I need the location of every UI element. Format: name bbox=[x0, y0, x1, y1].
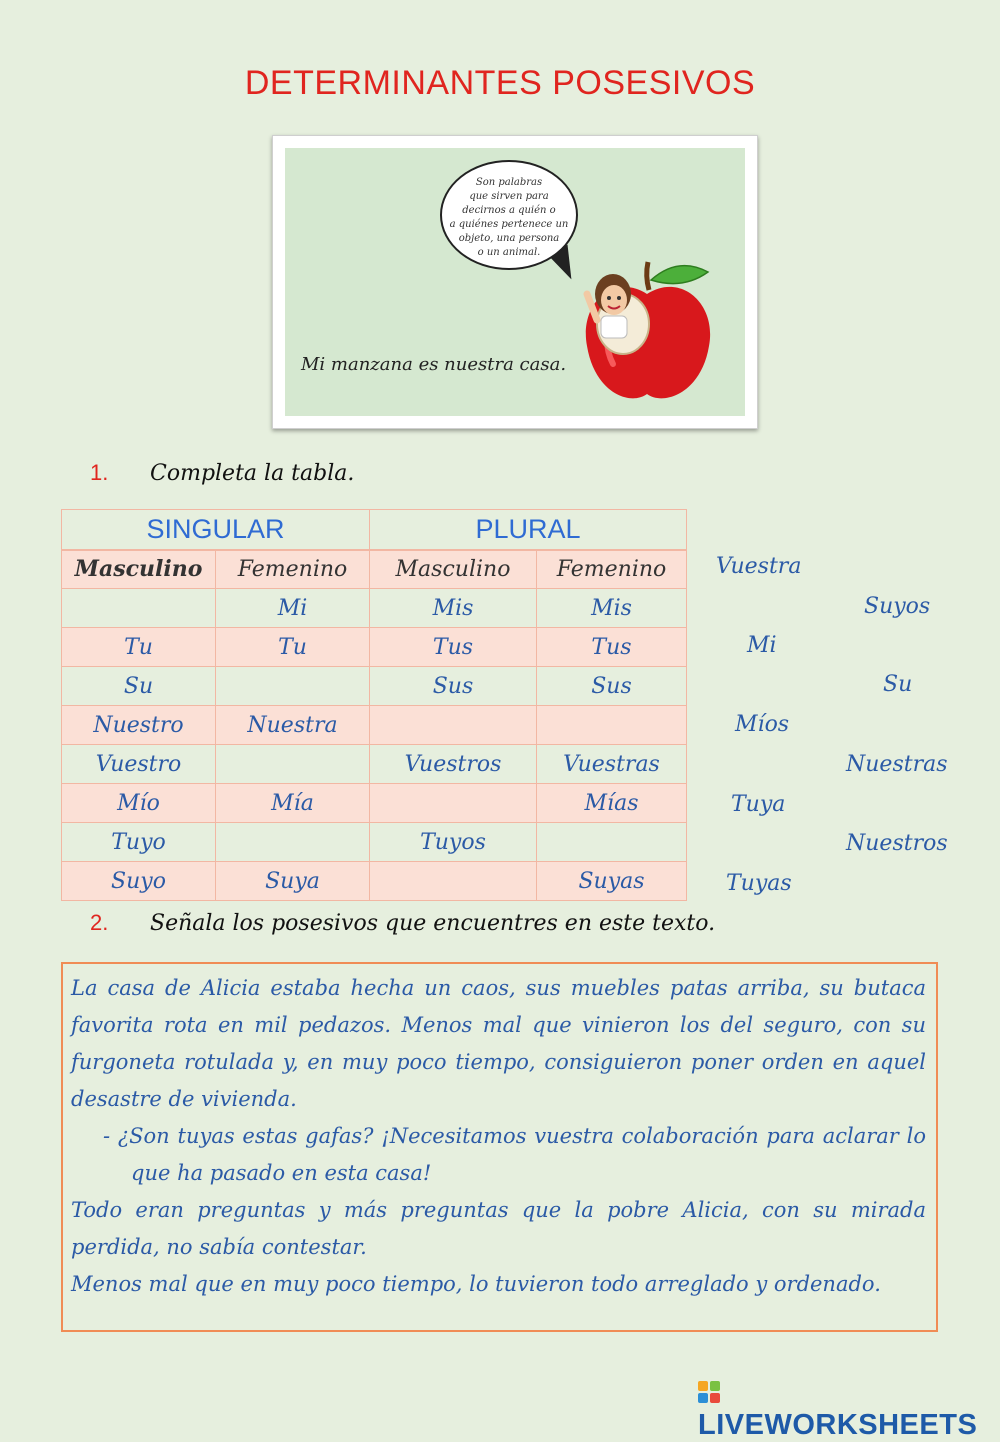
word-bank-item[interactable]: Vuestra bbox=[716, 554, 802, 579]
table-cell[interactable] bbox=[537, 823, 687, 862]
question-number: 1. bbox=[90, 460, 109, 485]
table-row bbox=[62, 706, 687, 745]
apple-avatar-icon bbox=[583, 254, 713, 414]
logo-icon bbox=[698, 1381, 720, 1403]
table-cell[interactable]: Nuestro bbox=[62, 706, 216, 745]
question-number: 2. bbox=[90, 910, 109, 935]
word-bank-item[interactable]: Suyos bbox=[864, 594, 931, 619]
table-cell[interactable]: Vuestras bbox=[537, 745, 687, 784]
subheader-cell: Masculino bbox=[62, 550, 216, 589]
table-cell[interactable] bbox=[216, 667, 370, 706]
table-cell[interactable]: Mis bbox=[370, 589, 537, 628]
word-bank-item[interactable]: Su bbox=[883, 672, 913, 697]
table-cell[interactable]: Tu bbox=[216, 628, 370, 667]
table-row bbox=[62, 784, 687, 823]
possessives-table bbox=[61, 509, 687, 901]
passage-dialogue[interactable]: - ¿Son tuyas estas gafas? ¡Necesitamos vuestra colaboración para aclarar lo que ha pasado en esta casa! bbox=[103, 1124, 926, 1185]
word-bank-item[interactable]: Nuestros bbox=[846, 831, 948, 856]
table-cell[interactable]: Sus bbox=[537, 667, 687, 706]
table-row bbox=[62, 862, 687, 901]
table-cell[interactable]: Su bbox=[62, 667, 216, 706]
liveworksheets-logo bbox=[698, 1376, 1000, 1442]
passage-paragraph[interactable]: Todo eran preguntas y más preguntas que la pobre Alicia, con su mirada perdida, no sabía contestar. bbox=[71, 1198, 926, 1259]
question-text: Señala los posesivos que encuentres en este texto. bbox=[150, 911, 716, 936]
subheader-cell: Femenino bbox=[537, 550, 687, 589]
table-cell[interactable]: Suya bbox=[216, 862, 370, 901]
word-bank-item[interactable]: Mi bbox=[747, 633, 777, 658]
table-row bbox=[62, 745, 687, 784]
table-cell[interactable] bbox=[370, 862, 537, 901]
card-caption: Mi manzana es nuestra casa. bbox=[301, 354, 567, 375]
question-text: Completa la tabla. bbox=[150, 461, 355, 486]
bubble-line: que sirven para bbox=[469, 191, 549, 202]
table-cell[interactable]: Tuyo bbox=[62, 823, 216, 862]
speech-bubble bbox=[440, 160, 578, 270]
bubble-line: decirnos a quién o bbox=[462, 205, 556, 216]
table-cell[interactable] bbox=[216, 745, 370, 784]
bubble-line: o un animal. bbox=[477, 247, 541, 258]
table-cell[interactable] bbox=[216, 823, 370, 862]
header-singular: SINGULAR bbox=[62, 510, 370, 550]
table-cell[interactable]: Suyas bbox=[537, 862, 687, 901]
table-cell[interactable]: Tus bbox=[370, 628, 537, 667]
table-cell[interactable]: Tus bbox=[537, 628, 687, 667]
table-row bbox=[62, 823, 687, 862]
subheader-cell: Femenino bbox=[216, 550, 370, 589]
table-cell[interactable]: Tuyos bbox=[370, 823, 537, 862]
subheader-cell: Masculino bbox=[370, 550, 537, 589]
table-row bbox=[62, 589, 687, 628]
table-cell[interactable] bbox=[537, 706, 687, 745]
logo-text: LIVEWORKSHEETS bbox=[698, 1409, 978, 1441]
reading-passage bbox=[61, 962, 938, 1332]
bubble-line: a quiénes pertenece un bbox=[449, 219, 569, 230]
table-cell[interactable]: Vuestro bbox=[62, 745, 216, 784]
word-bank-item[interactable]: Tuyas bbox=[726, 871, 792, 896]
page-title: DETERMINANTES POSESIVOS bbox=[244, 64, 756, 102]
table-cell[interactable] bbox=[370, 784, 537, 823]
word-bank-item[interactable]: Tuya bbox=[731, 792, 786, 817]
word-bank-item[interactable]: Nuestras bbox=[846, 752, 948, 777]
question-2 bbox=[90, 910, 715, 936]
passage-paragraph[interactable]: La casa de Alicia estaba hecha un caos, sus muebles patas arriba, su butaca favorita rota en mil pedazos. Menos mal que vinieron los del seguro, con su furgoneta rotulada y, en muy poco tiempo, consiguieron poner orden en aquel desastre de vivienda. bbox=[71, 976, 926, 1111]
passage-paragraph[interactable]: Menos mal que en muy poco tiempo, lo tuvieron todo arreglado y ordenado. bbox=[71, 1272, 881, 1296]
table-group-header-row bbox=[62, 510, 687, 550]
table-cell[interactable]: Sus bbox=[370, 667, 537, 706]
bubble-line: objeto, una persona bbox=[458, 233, 560, 244]
table-cell[interactable]: Nuestra bbox=[216, 706, 370, 745]
table-row bbox=[62, 667, 687, 706]
bubble-line: Son palabras bbox=[475, 177, 543, 188]
definition-card bbox=[272, 135, 758, 429]
table-cell[interactable]: Tu bbox=[62, 628, 216, 667]
table-cell[interactable]: Vuestros bbox=[370, 745, 537, 784]
table-cell[interactable] bbox=[370, 706, 537, 745]
table-cell[interactable]: Mi bbox=[216, 589, 370, 628]
table-subheader-row bbox=[62, 550, 687, 589]
table-cell[interactable]: Mía bbox=[216, 784, 370, 823]
word-bank-item[interactable]: Míos bbox=[735, 712, 790, 737]
table-cell[interactable]: Mías bbox=[537, 784, 687, 823]
table-cell[interactable]: Suyo bbox=[62, 862, 216, 901]
header-plural: PLURAL bbox=[370, 510, 687, 550]
question-1 bbox=[90, 460, 354, 486]
table-row bbox=[62, 628, 687, 667]
table-cell[interactable]: Mis bbox=[537, 589, 687, 628]
table-cell[interactable] bbox=[62, 589, 216, 628]
table-cell[interactable]: Mío bbox=[62, 784, 216, 823]
